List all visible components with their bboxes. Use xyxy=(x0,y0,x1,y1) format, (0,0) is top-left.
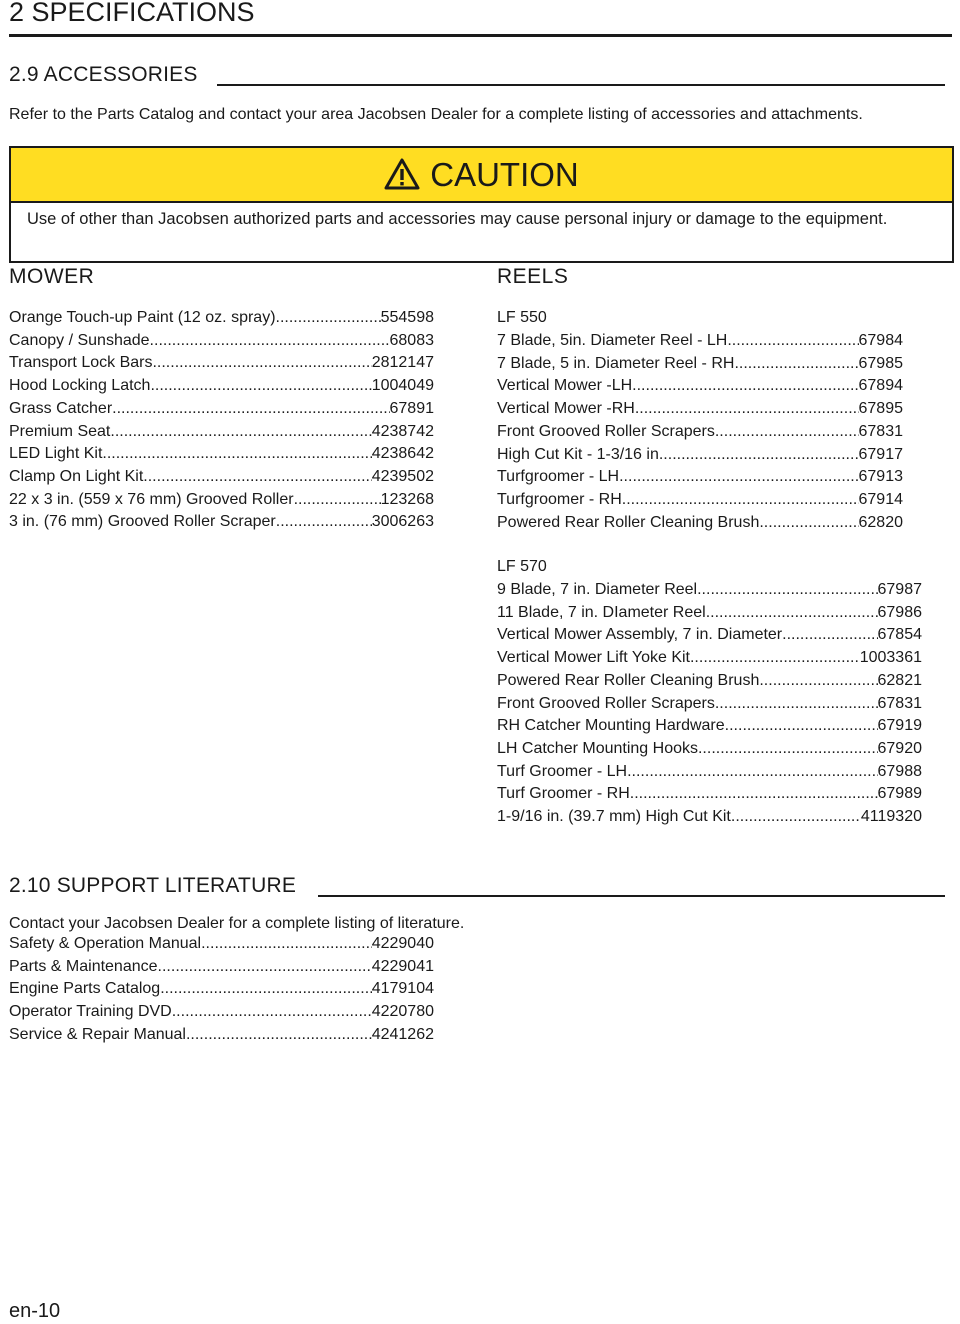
dot-leader xyxy=(276,307,381,330)
part-label: Canopy / Sunshade xyxy=(9,331,150,349)
part-number: 3006263 xyxy=(371,513,434,531)
part-label: Grass Catcher xyxy=(9,399,113,417)
lf550-parts-list xyxy=(497,330,903,534)
part-number: 1004049 xyxy=(371,377,434,395)
dot-leader xyxy=(172,1001,372,1024)
list-item xyxy=(497,353,903,376)
list-item xyxy=(9,352,434,375)
part-number: 67986 xyxy=(877,603,922,621)
list-item xyxy=(497,330,903,353)
list-item xyxy=(9,978,434,1001)
list-item xyxy=(497,512,903,535)
dot-leader xyxy=(294,489,381,512)
mower-heading: MOWER xyxy=(9,265,95,288)
part-number: 67895 xyxy=(858,400,903,418)
part-label: Transport Lock Bars xyxy=(9,354,153,372)
part-number: 4229040 xyxy=(371,935,434,952)
part-number: 123268 xyxy=(380,490,434,508)
dot-leader xyxy=(632,375,858,398)
part-label: Front Grooved Roller Scrapers xyxy=(497,694,715,712)
part-number: 4220780 xyxy=(371,1003,434,1021)
list-item xyxy=(9,511,434,534)
dot-leader xyxy=(697,579,877,602)
part-label: RH Catcher Mounting Hardware xyxy=(497,717,725,735)
part-number: 554598 xyxy=(380,309,434,326)
dot-leader xyxy=(663,444,858,467)
part-number: 4119320 xyxy=(860,808,922,826)
dot-leader xyxy=(698,738,878,761)
list-item xyxy=(497,761,922,784)
accessories-section-title: 2.9 ACCESSORIES xyxy=(9,63,198,86)
list-item xyxy=(9,466,434,489)
part-label: Turf Groomer - RH xyxy=(497,785,630,803)
part-label: 9 Blade, 7 in. Diameter Reel xyxy=(497,581,698,598)
list-item xyxy=(497,806,922,829)
list-item xyxy=(9,1024,434,1047)
part-number: 67985 xyxy=(858,354,903,372)
part-number: 67989 xyxy=(877,785,922,803)
list-item xyxy=(497,398,903,421)
dot-leader xyxy=(630,783,878,806)
part-label: Vertical Mower -LH xyxy=(497,377,633,395)
mower-parts-list xyxy=(9,307,434,534)
list-item xyxy=(9,307,434,330)
dot-leader xyxy=(727,330,858,353)
support-intro: Contact your Jacobsen Dealer for a complete listing of literature. xyxy=(9,915,465,932)
part-label: LH Catcher Mounting Hooks xyxy=(497,739,698,757)
part-number: 62820 xyxy=(858,513,903,531)
part-number: 4179104 xyxy=(371,980,434,998)
dot-leader xyxy=(158,956,372,979)
page-number: en-10 xyxy=(9,1300,61,1322)
part-number: 67919 xyxy=(877,717,922,735)
caution-heading xyxy=(11,156,952,194)
support-literature-list xyxy=(9,933,434,1047)
lf570-parts-list xyxy=(497,579,922,829)
part-label: Service & Repair Manual xyxy=(9,1025,186,1043)
support-title-rule xyxy=(318,895,945,897)
caution-title: CAUTION xyxy=(430,156,579,193)
dot-leader xyxy=(706,602,878,625)
part-number: 4229041 xyxy=(371,957,434,975)
list-item xyxy=(497,375,903,398)
dot-leader xyxy=(150,375,371,398)
part-label: Turf Groomer - LH xyxy=(497,762,628,780)
part-label: Parts & Maintenance xyxy=(9,957,158,975)
dot-leader xyxy=(622,489,859,512)
dot-leader xyxy=(782,624,877,647)
part-label: 3 in. (76 mm) Grooved Roller Scraper xyxy=(9,513,276,531)
part-number: 67920 xyxy=(877,739,922,757)
part-label: Turfgroomer - LH xyxy=(497,468,620,486)
part-label: High Cut Kit - 1-3/16 in. xyxy=(497,445,664,463)
part-number: 67891 xyxy=(389,399,434,417)
page-header-title: 2 SPECIFICATIONS xyxy=(9,0,255,27)
part-label: 11 Blade, 7 in. DIameter Reel xyxy=(497,603,706,621)
dot-leader xyxy=(635,398,859,421)
part-number: 67831 xyxy=(858,422,903,440)
dot-leader xyxy=(759,512,858,535)
part-number: 67831 xyxy=(877,694,922,712)
part-label: Engine Parts Catalog xyxy=(9,980,161,998)
dot-leader xyxy=(715,693,878,716)
part-label: Operator Training DVD xyxy=(9,1003,172,1021)
dot-leader xyxy=(186,1024,372,1047)
dot-leader xyxy=(690,647,860,670)
part-label: Vertical Mower -RH xyxy=(497,400,635,418)
part-label: LED Light Kit xyxy=(9,445,103,463)
caution-text: Use of other than Jacobsen authorized parts and accessories may cause personal injury or damage to the equipment. xyxy=(27,210,888,228)
dot-leader xyxy=(143,466,371,489)
part-label: 22 x 3 in. (559 x 76 mm) Grooved Roller xyxy=(9,490,294,508)
part-label: Hood Locking Latch xyxy=(9,377,151,395)
dot-leader xyxy=(102,443,371,466)
part-label: Premium Seat xyxy=(9,422,111,440)
list-item xyxy=(497,738,922,761)
part-number: 2812147 xyxy=(371,354,434,372)
part-label: Clamp On Light Kit xyxy=(9,467,144,485)
part-number: 1003361 xyxy=(859,649,922,667)
list-item xyxy=(497,783,922,806)
part-label: Turfgroomer - RH xyxy=(497,490,622,508)
dot-leader xyxy=(759,670,877,693)
dot-leader xyxy=(731,806,861,829)
support-section-title: 2.10 SUPPORT LITERATURE xyxy=(9,874,297,897)
part-label: 7 Blade, 5 in. Diameter Reel - RH xyxy=(497,354,735,372)
list-item xyxy=(497,715,922,738)
dot-leader xyxy=(276,511,372,534)
part-label: Powered Rear Roller Cleaning Brush xyxy=(497,671,760,689)
part-label: Vertical Mower Lift Yoke Kit xyxy=(497,649,690,667)
dot-leader xyxy=(152,352,371,375)
part-label: Safety & Operation Manual xyxy=(9,935,202,952)
list-item xyxy=(497,489,903,512)
part-label: 1-9/16 in. (39.7 mm) High Cut Kit xyxy=(497,808,731,826)
list-item xyxy=(497,421,903,444)
list-item xyxy=(9,933,434,956)
part-label: Powered Rear Roller Cleaning Brush xyxy=(497,513,760,531)
header-rule xyxy=(9,34,952,37)
list-item xyxy=(9,489,434,512)
part-number: 4238642 xyxy=(371,445,434,463)
part-number: 67984 xyxy=(858,332,903,349)
dot-leader xyxy=(725,715,878,738)
list-item xyxy=(9,1001,434,1024)
part-number: 67914 xyxy=(858,490,903,508)
dot-leader xyxy=(160,978,372,1001)
part-number: 67913 xyxy=(858,468,903,486)
part-number: 4238742 xyxy=(371,422,434,440)
list-item xyxy=(497,647,922,670)
accessories-intro: Refer to the Parts Catalog and contact your area Jacobsen Dealer for a complete listing of accessories and attachments. xyxy=(9,106,863,123)
part-number: 67917 xyxy=(858,445,903,463)
list-item xyxy=(9,375,434,398)
accessories-title-rule xyxy=(217,84,945,86)
list-item xyxy=(9,956,434,979)
dot-leader xyxy=(627,761,877,784)
list-item xyxy=(9,330,434,353)
list-item xyxy=(9,398,434,421)
caution-banner xyxy=(11,148,952,203)
warning-triangle-icon xyxy=(384,158,420,190)
part-label: 7 Blade, 5in. Diameter Reel - LH xyxy=(497,332,728,349)
list-item xyxy=(497,670,922,693)
part-number: 62821 xyxy=(877,671,922,689)
list-item xyxy=(497,444,903,467)
lf550-heading: LF 550 xyxy=(497,309,547,326)
part-label: Vertical Mower Assembly, 7 in. Diameter xyxy=(497,626,783,644)
list-item xyxy=(497,624,922,647)
part-number: 67987 xyxy=(877,581,922,598)
list-item xyxy=(497,579,922,602)
part-label: Orange Touch-up Paint (12 oz. spray) xyxy=(9,309,276,326)
part-number: 4239502 xyxy=(371,467,434,485)
caution-box xyxy=(9,146,954,263)
list-item xyxy=(497,602,922,625)
part-number: 67988 xyxy=(877,762,922,780)
reels-heading: REELS xyxy=(497,265,569,288)
dot-leader xyxy=(201,933,372,956)
part-number: 67894 xyxy=(858,377,903,395)
dot-leader xyxy=(112,398,389,421)
list-item xyxy=(497,466,903,489)
dot-leader xyxy=(619,466,858,489)
lf570-heading: LF 570 xyxy=(497,558,547,575)
part-number: 68083 xyxy=(389,331,434,349)
dot-leader xyxy=(150,330,390,353)
dot-leader xyxy=(715,421,859,444)
list-item xyxy=(497,693,922,716)
dot-leader xyxy=(734,353,858,376)
part-number: 67854 xyxy=(877,626,922,644)
part-number: 4241262 xyxy=(371,1025,434,1043)
list-item xyxy=(9,421,434,444)
list-item xyxy=(9,443,434,466)
dot-leader xyxy=(110,421,371,444)
part-label: Front Grooved Roller Scrapers xyxy=(497,422,715,440)
